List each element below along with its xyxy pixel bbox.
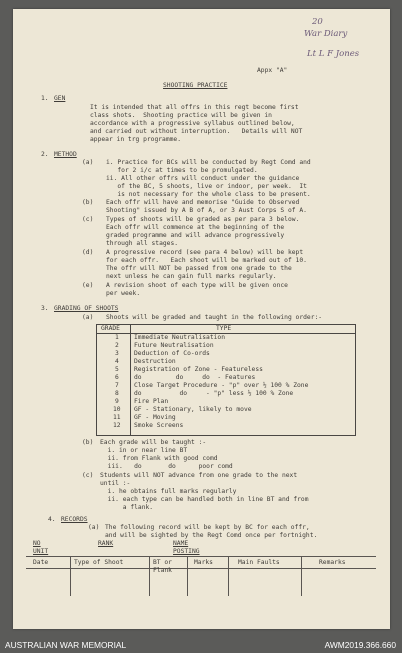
table-row-grade: 7 <box>115 382 119 389</box>
record-col-remarks: Remarks <box>319 559 346 566</box>
table-row-type: do do do - Features <box>134 374 256 381</box>
table-row-type: Future Neutralisation <box>134 342 214 349</box>
table-row-grade: 5 <box>115 366 119 373</box>
appendix-label: Appx "A" <box>257 67 288 74</box>
section-1-line: and carried out without interruption. Details will NOT <box>90 128 303 135</box>
para-2d-label: (d) <box>82 249 94 256</box>
record-grid-rule <box>26 568 376 569</box>
table-row-grade: 10 <box>113 406 121 413</box>
table-row-type: do do - "p" less ½ 100 % Zone <box>134 390 294 397</box>
para-2d-line: for each offr. Each shoot will be marked out of 10. <box>106 257 307 264</box>
section-2-number: 2. <box>41 151 49 158</box>
para-2e-line: A revision shoot of each type will be given once <box>106 282 288 289</box>
section-1-line: appear in trg programme. <box>90 136 181 143</box>
para-4a-line: The following record will be kept by BC for each offr, <box>105 524 310 531</box>
table-row-type: Deduction of Co-ords <box>134 350 210 357</box>
para-2e-label: (e) <box>82 282 94 289</box>
table-row-grade: 12 <box>113 422 121 429</box>
para-3b-line: ii. from Flank with good comd <box>100 455 218 462</box>
para-4a-line: and will be sighted by the Regt Comd once per fortnight. <box>105 532 318 539</box>
para-3a-label: (a) <box>82 314 94 321</box>
section-1-line: It is intended that all offrs in this regt become first <box>90 104 299 111</box>
para-2b-line: Each offr will have and memorise "Guide to Observed <box>106 199 300 206</box>
para-3b-label: (b) <box>82 439 94 446</box>
record-field-posting: POSTING <box>173 548 200 555</box>
para-2c-label: (c) <box>82 216 94 223</box>
record-grid-divider <box>187 556 188 596</box>
section-3-number: 3. <box>41 305 49 312</box>
footer-bar <box>0 637 402 653</box>
section-1-heading: GEN <box>54 95 66 102</box>
para-2b-label: (b) <box>82 199 94 206</box>
table-row-type: Close Target Procedure - "p" over ½ 100 % Zone <box>134 382 309 389</box>
record-field-rank: RANK <box>98 540 114 547</box>
section-1-number: 1. <box>41 95 49 102</box>
para-3b-line: iii. do do poor comd <box>100 463 233 470</box>
para-2a-line: is not necessary for the whole class to be present. <box>106 191 311 198</box>
record-field-no: NO <box>33 540 41 547</box>
record-col-bt-flank: BT or Flank <box>153 559 172 574</box>
record-col-date: Date <box>33 559 49 566</box>
table-col-grade: GRADE <box>101 325 120 332</box>
handwritten-note-war-diary: War Diary <box>304 29 348 39</box>
table-row-type: GF - Moving <box>134 414 176 421</box>
record-field-unit: UNIT <box>33 548 49 555</box>
record-col-main-faults: Main Faults <box>238 559 280 566</box>
para-3c-line: i. he obtains full marks regularly <box>100 488 237 495</box>
handwritten-note-number: 20 <box>312 17 323 27</box>
section-4-heading: RECORDS <box>61 516 88 523</box>
para-3c-line: a flank. <box>100 504 154 511</box>
record-grid-divider <box>70 556 71 596</box>
document-title: SHOOTING PRACTICE <box>163 82 228 89</box>
para-3c-line: until :- <box>100 480 131 487</box>
table-row-grade: 3 <box>115 350 119 357</box>
table-row-type: GF - Stationary, likely to move <box>134 406 252 413</box>
para-3b-line: i. in or near line BT <box>100 447 188 454</box>
section-1-line: class shots. Shooting practice will be given in <box>90 112 272 119</box>
para-2c-line: graded programme and will advance progressively <box>106 232 285 239</box>
para-3c-line: Students will NOT advance from one grade to the next <box>100 472 298 479</box>
table-row-grade: 2 <box>115 342 119 349</box>
record-grid-divider <box>301 556 302 596</box>
table-row-type: Destruction <box>134 358 176 365</box>
table-col-type: TYPE <box>216 325 232 332</box>
para-3c-label: (c) <box>82 472 94 479</box>
table-row-type: Fire Plan <box>134 398 169 405</box>
para-2a-line: of the BC, 5 shoots, live or indoor, per week. It <box>106 183 307 190</box>
record-col-marks: Marks <box>194 559 213 566</box>
section-2-heading: METHOD <box>54 151 77 158</box>
grading-table-divider <box>130 325 131 435</box>
para-2d-line: next unless he can gain full marks regularly. <box>106 273 277 280</box>
para-2a-line: i. Practice for BCs will be conducted by Regt Comd and <box>106 159 311 166</box>
section-4-number: 4. <box>48 516 56 523</box>
footer-credit: AUSTRALIAN WAR MEMORIAL <box>5 640 127 650</box>
para-3a-text: Shoots will be graded and taught in the following order:- <box>106 314 323 321</box>
table-row-grade: 6 <box>115 374 119 381</box>
para-3b-line: Each grade will be taught :- <box>100 439 207 446</box>
table-row-grade: 1 <box>115 334 119 341</box>
footer-accession-number: AWM2019.366.660 <box>324 640 396 650</box>
para-4a-label: (a) <box>88 524 100 531</box>
table-row-grade: 8 <box>115 390 119 397</box>
table-row-grade: 11 <box>113 414 121 421</box>
table-row-type: Registration of Zone - Featureless <box>134 366 263 373</box>
para-2c-line: Each offr will commence at the beginning of the <box>106 224 285 231</box>
record-col-type: Type of Shoot <box>74 559 124 566</box>
document-page <box>13 9 390 629</box>
para-2d-line: A progressive record (see para 4 below) will be kept <box>106 249 304 256</box>
table-row-grade: 4 <box>115 358 119 365</box>
table-row-type: Immediate Neutralisation <box>134 334 225 341</box>
para-2e-line: per week. <box>106 290 141 297</box>
table-row-grade: 9 <box>115 398 119 405</box>
para-2b-line: Shooting" issued by A B of A, or 3 Aust Corps S of A. <box>106 207 307 214</box>
record-grid-rule <box>26 556 376 557</box>
para-2a-label: (a) <box>82 159 94 166</box>
record-field-name: NAME <box>173 540 189 547</box>
para-2c-line: through all stages. <box>106 240 179 247</box>
para-2d-line: The offr will NOT be passed from one grade to the <box>106 265 292 272</box>
para-2a-line: ii. All other offrs will conduct under the guidance <box>106 175 300 182</box>
handwritten-signature: Lt L F Jones <box>307 49 360 59</box>
section-3-heading: GRADING OF SHOOTS <box>54 305 119 312</box>
para-2c-line: Types of shoots will be graded as per para 3 below. <box>106 216 300 223</box>
record-grid-divider <box>228 556 229 596</box>
para-3c-line: ii. each type can be handled both in line BT and from <box>100 496 309 503</box>
section-1-line: accordance with a progressive syllabus outlined below, <box>90 120 295 127</box>
table-row-type: Smoke Screens <box>134 422 184 429</box>
para-2a-line: for 2 i/c at times to be promulgated. <box>106 167 258 174</box>
record-grid-divider <box>149 556 150 596</box>
